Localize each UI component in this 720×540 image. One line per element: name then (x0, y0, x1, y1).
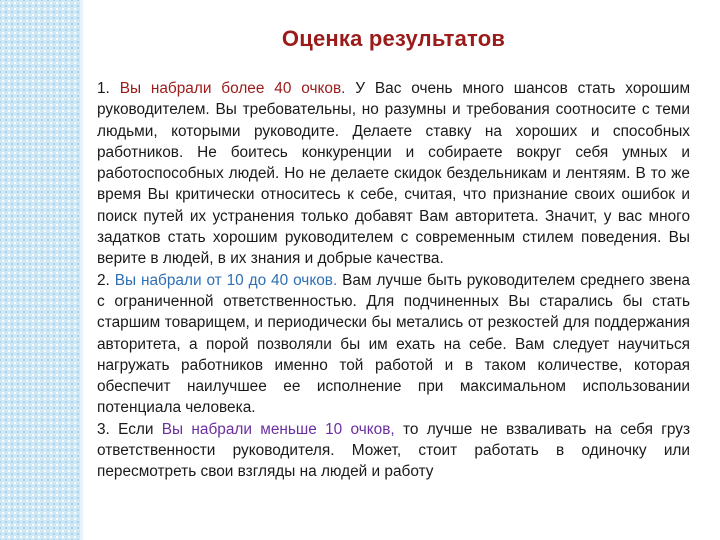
section-1-number: 1. (97, 80, 110, 97)
section-3-number: 3. Если (97, 420, 154, 438)
slide-title: Оценка результатов (281, 26, 506, 51)
section-1-text: У Вас очень много шансов стать хорошим руководителем. Вы требовательны, но разумны и требования соотносите с теми людьми, которыми руководите. Делаете ставку на хороших и способных работников. Не боитесь конкуренции и собираете вокруг себя умных и работоспособных людей. Но не делаете скидок бездельникам и лентяям. В то же время Вы критически относитесь к себе, считая, что признание своих ошибок и поиск путей их устранения только добавят Вам авторитета. Значит, у вас много задатков стать хорошим руководителем с современным стилем поведения. Вы верите в людей, в их знания и добрые качества. (97, 80, 691, 268)
section-3-text: то лучше не взваливать на себя груз ответственности руководителя. Может, стоит работать в одиночку или пересмотреть свои взгляды на людей и работу (97, 420, 690, 481)
decorative-side-band (0, 0, 80, 540)
result-section-1 (97, 78, 690, 270)
section-1-highlight: Вы набрали более 40 очков. (119, 80, 346, 97)
result-section-2 (97, 270, 690, 419)
side-band-edge (80, 0, 83, 540)
section-2-text: Вам лучше быть руководителем среднего звена с ограниченной ответственностью. Для подчиненных Вы старались бы стать старшим товарищем, и периодически бы метались от резкостей для поддержания авторитета, а порой позволяли бы им ехать на себе. Вам следует научиться нагружать работников именно той работой и в таком количестве, которая обеспечит наилучшее ее исполнение при максимальном использовании потенциала человека. (97, 271, 690, 417)
result-section-3 (97, 419, 690, 483)
section-2-number: 2. (97, 271, 110, 289)
section-3-highlight: Вы набрали меньше 10 очков, (161, 420, 395, 438)
results-body (97, 78, 690, 483)
section-2-highlight: Вы набрали от 10 до 40 очков. (114, 271, 338, 289)
